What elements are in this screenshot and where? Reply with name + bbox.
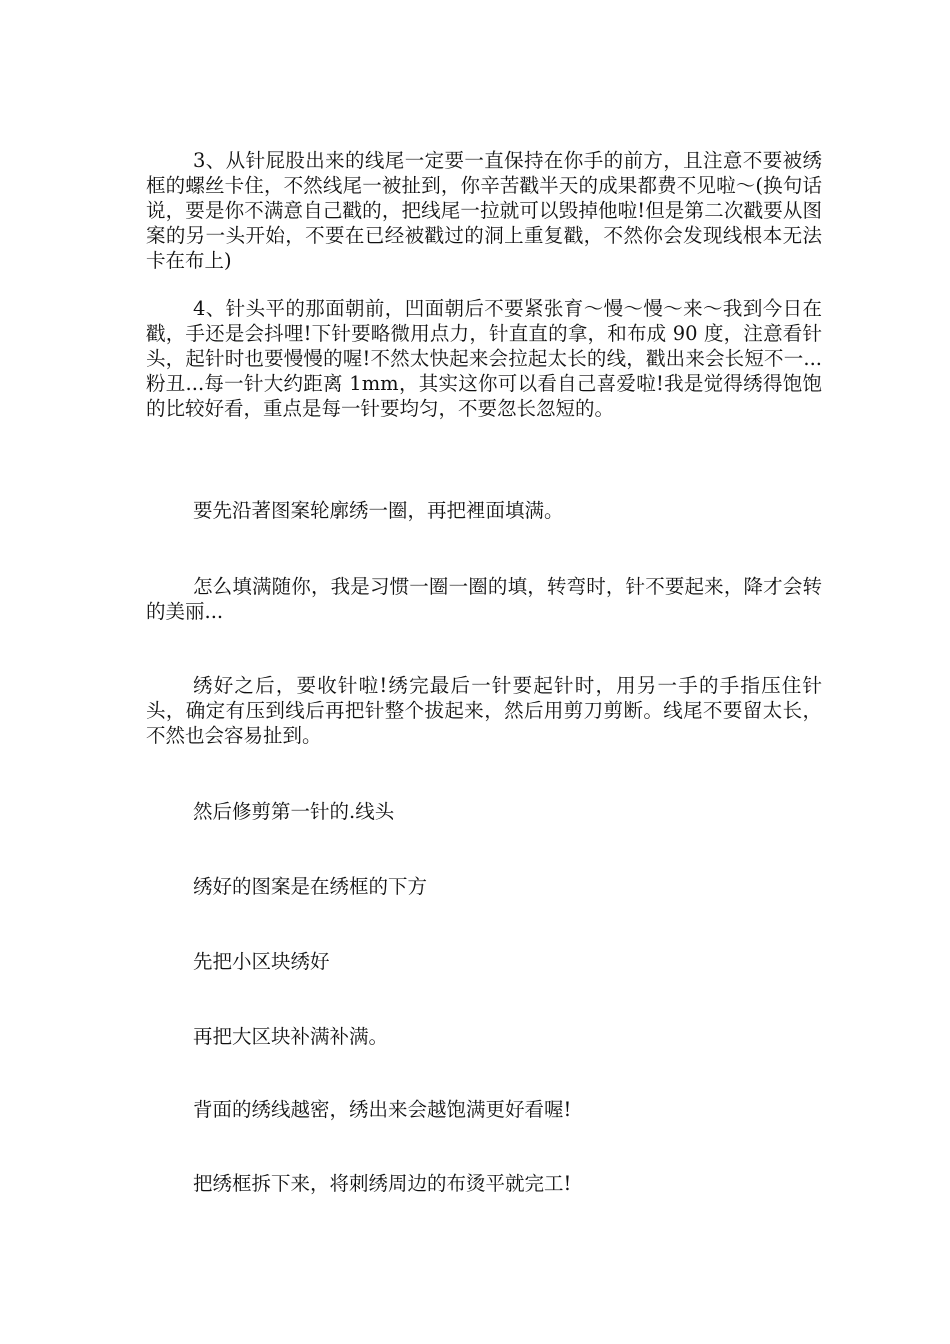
paragraph-pattern-position: 绣好的图案是在绣框的下方 bbox=[193, 875, 428, 898]
paragraph-small-areas: 先把小区块绣好 bbox=[193, 950, 330, 973]
paragraph-fill: 怎么填满随你，我是习惯一圈一圈的填，转弯时，针不要起来，降才会转的美丽... bbox=[146, 575, 822, 623]
paragraph-finish: 绣好之后，要收针啦!绣完最后一针要起针时，用另一手的手指压住针头，确定有压到线后再把针整个拔起来，然后用剪刀剪断。线尾不要留太长，不然也会容易扯到。 bbox=[146, 674, 822, 747]
paragraph-complete: 把绣框拆下来，将刺绣周边的布烫平就完工! bbox=[193, 1172, 572, 1195]
paragraph-outline: 要先沿著图案轮廓绣一圈，再把裡面填满。 bbox=[193, 499, 564, 522]
paragraph-large-areas: 再把大区块补满补满。 bbox=[193, 1025, 389, 1048]
paragraph-step-3: 3、从针屁股出来的线尾一定要一直保持在你手的前方，且注意不要被绣框的螺丝卡住，不然线尾一被扯到，你辛苦戳半天的成果都费不见啦～(换句话说，要是你不满意自己戳的，把线尾一拉就可以毁掉他啦!但是第二次戳要从图案的另一头开始，不要在已经被戳过的洞上重复戳，不然你会发现线根本无法卡在布上) bbox=[146, 149, 822, 272]
paragraph-back-density: 背面的绣线越密，绣出来会越饱满更好看喔! bbox=[193, 1098, 572, 1121]
paragraph-trim: 然后修剪第一针的.线头 bbox=[193, 800, 395, 823]
paragraph-step-4: 4、针头平的那面朝前，凹面朝后不要紧张育～慢～慢～来～我到今日在戳，手还是会抖哩!下针要略微用点力，针直直的拿，和布成 90 度，注意看针头，起针时也要慢慢的喔!不然太快起来会拉起太长的线，戳出来会长短不一...粉丑...每一针大约距离 1mm，其实这你可以看自己喜爱啦!我是觉得绣得饱饱的比较好看，重点是每一针要均匀，不要忽长忽短的。 bbox=[146, 297, 822, 420]
